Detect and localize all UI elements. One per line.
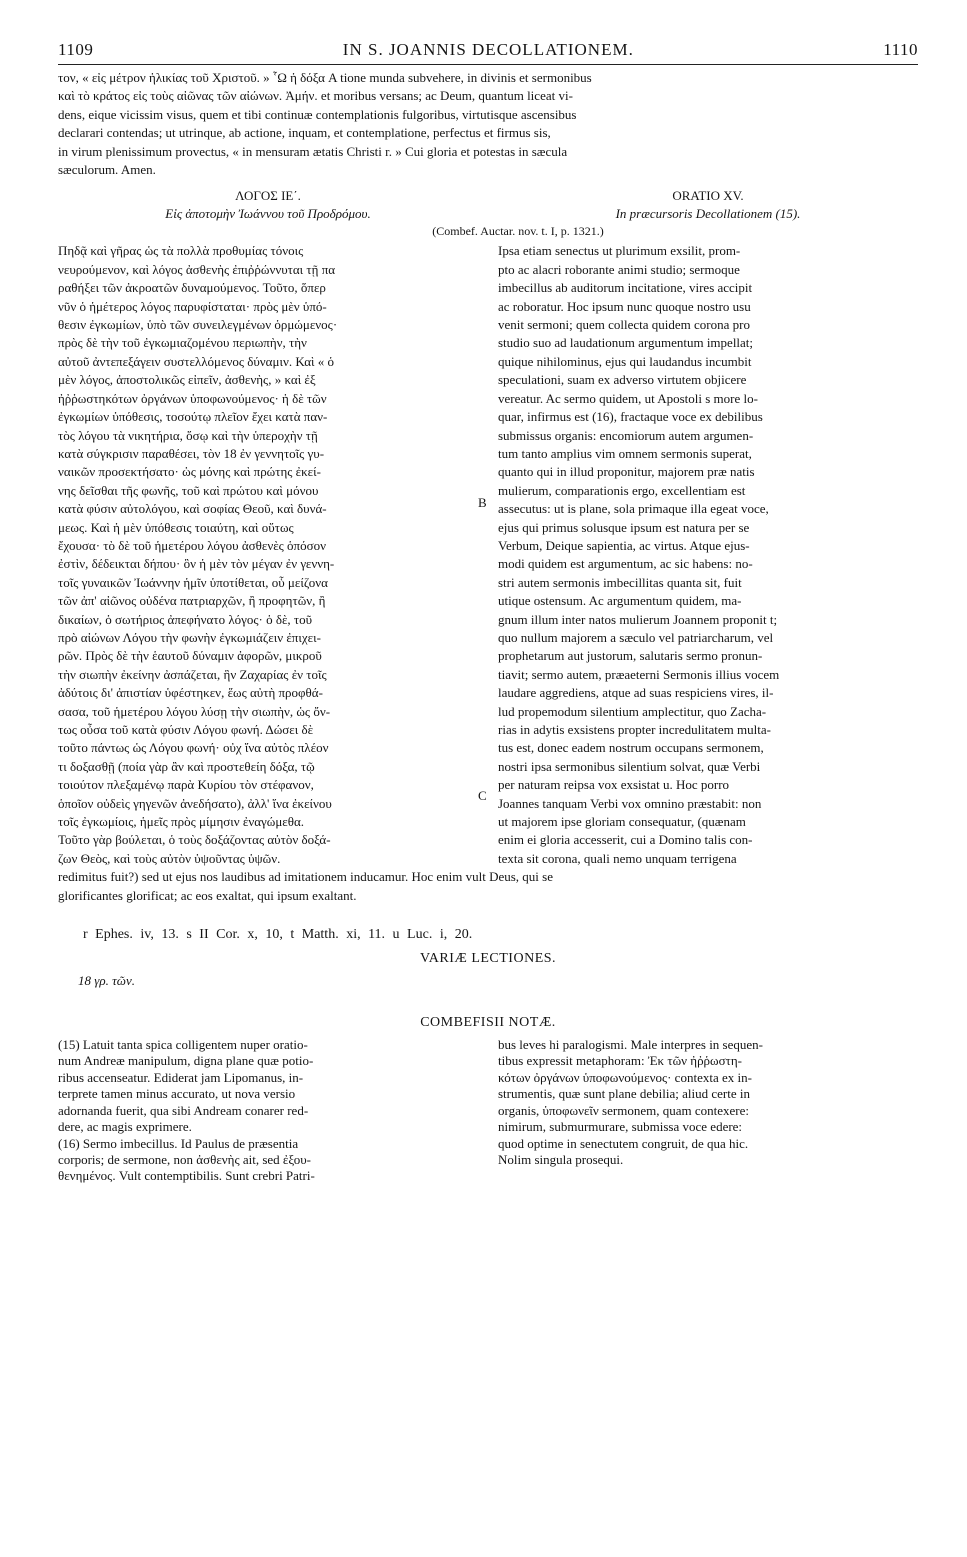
latin-text-line: venit sermoni; quem collecta quidem corona pro xyxy=(498,317,750,333)
latin-text-line: Ipsa etiam senectus ut plurimum exsilit, prom- xyxy=(498,243,741,259)
greek-text-line: μὲν λόγος, ἀποστολικῶς εἰπεῖν, ἀσθενὴς, » καὶ ἐξ xyxy=(58,372,316,388)
source-citation: (Combef. Auctar. nov. t. I, p. 1321.) xyxy=(432,224,604,239)
note-line: κότων ὀργάνων ὑποφωνούμενος· contexta ex in- xyxy=(498,1069,752,1085)
greek-text-line: ρῶν. Πρὸς δὲ τὴν ἑαυτοῦ δύναμιν ἀφορῶν, μικροῦ xyxy=(58,648,322,664)
latin-text-line: stri autem sermonis imbecillitas quanta sit, fuit xyxy=(498,574,742,590)
left-page-number: 1109 xyxy=(58,40,94,59)
latin-text-line: speculationi, suam ex adverso virtutem objicere xyxy=(498,372,747,388)
right-page-number: 1110 xyxy=(883,40,918,59)
greek-text-line: κατὰ φύσιν αὐτολόγου, καὶ σοφίας Θεοῦ, καὶ δυνά- xyxy=(58,501,327,517)
greek-text-line: ἐστὶν, δέδεικται δήπου· ὃν ἡ μὲν τὸν μέγαν ἐν γεννη- xyxy=(58,556,335,572)
latin-text-line: quar, infirmus est (16), fractaque voce ex debilibus xyxy=(498,409,763,425)
greek-oration-subtitle: Εἰς ἀποτομὴν Ἰωάννου τοῦ Προδρόμου. xyxy=(165,206,371,222)
note-line: dere, ac magis exprimere. xyxy=(58,1119,192,1135)
latin-text-line: texta sit corona, quali nemo unquam terrigena xyxy=(498,850,737,866)
latin-text-line: imbecillus ab auditorum incitatione, vires accipit xyxy=(498,280,753,296)
footnote-references: r Ephes. iv, 13. s II Cor. x, 10, t Matth. xi, 11. u Luc. i, 20. xyxy=(83,927,473,943)
greek-text-line: Τοῦτο γὰρ βούλεται, ὁ τοὺς δοξάζοντας αὐτὸν δοξά- xyxy=(58,832,331,848)
latin-text-line: pto ac alacri roborante animi studio; sermoque xyxy=(498,261,740,277)
latin-text-line: quo nullum majorem a sæculo vel patriarcharum, vel xyxy=(498,629,774,645)
latin-text-line: tus est, donec eadem nostrum occupans sermonem, xyxy=(498,740,764,756)
greek-text-line: ραθήξει τῶν ἀκροατῶν δυναμούμενος. Τοῦτο, ὅπερ xyxy=(58,280,326,296)
latin-text-line: mulierum, comparationis ergo, excellentiam est xyxy=(498,482,746,498)
greek-text-line: ὁποῖον οὐδεὶς γηγενῶν ἀνεδήσατο), ἀλλ' ἵνα ἐκείνου xyxy=(58,795,332,811)
latin-text-line: modi quidem est argumentum, ac sic habens: no- xyxy=(498,556,753,572)
intro-line: declarari contendas; ut utrinque, ab actione, inquam, et contemplatione, perfectus et firmus sis, xyxy=(58,125,551,141)
greek-text-line: ἔχουσα· τὸ δὲ τοῦ ἡμετέρου λόγου ἀσθενὲς ὁπόσον xyxy=(58,537,327,553)
latin-text-line: rias in adytis exsistens propter incredulitatem multa- xyxy=(498,722,771,737)
latin-text-line: ejus qui primus solusque ipsum est natura per se xyxy=(498,519,750,535)
note-line: Nolim singula prosequi. xyxy=(498,1151,624,1167)
header-rule xyxy=(58,64,918,65)
column-headings xyxy=(58,187,918,223)
text-columns xyxy=(58,242,918,868)
greek-text-line: ἠῤῥωστηκότων ὀργάνων ὑποφωνούμενος· ἡ δὲ τῶν xyxy=(58,390,327,406)
closing-line: redimitus fuit?) sed ut ejus nos laudibus ad imitationem inducamur. Hoc enim vult Deus, qui se xyxy=(58,869,554,885)
variae-lectiones-heading: VARIÆ LECTIONES. xyxy=(419,951,557,967)
latin-text-line: prophetarum aut justorum, salutaris sermo pronun- xyxy=(498,648,763,664)
intro-paragraph xyxy=(58,69,918,179)
latin-text-line: gnum illum inter natos mulierum Joannem proponit t; xyxy=(498,611,778,627)
running-header xyxy=(58,40,918,62)
greek-text-line: νευρούμενον, καὶ λόγος ἀσθενὴς ἐπιῤῥώννυται τῇ πα xyxy=(58,261,336,277)
greek-text-line: ναικῶν προσεκτήσατο· ὡς μόνης καὶ πρώτης ἐκεί- xyxy=(58,464,321,480)
greek-text-line: κατὰ σύγκρισιν παραθέσει, τὸν 18 ἐν γεννητοῖς γυ- xyxy=(58,445,325,461)
greek-column xyxy=(58,242,478,868)
greek-heading xyxy=(58,187,478,223)
greek-text-line: αὐτοῦ ἀντεπεξάγειν συστελλόμενος δύναμιν. Καὶ « ὁ xyxy=(58,353,335,369)
greek-text-line: τοιούτον πλεξαμένῳ παρὰ Κυρίου τὸν στέφανον, xyxy=(58,777,314,793)
latin-text-line: studio suo ad laudationum argumentum impellat; xyxy=(498,335,754,351)
greek-text-line: ἐγκωμίων ὑπόθεσις, τοσούτῳ πλεῖον ἔχει κατὰ παν- xyxy=(58,409,328,425)
latin-text-line: assecutus: ut is plane, sola primaque illa egeat voce, xyxy=(498,501,769,517)
greek-text-line: νης δεῖσθαι τῆς φωνῆς, τοῦ καὶ πρώτου καὶ μόνου xyxy=(58,482,319,498)
greek-text-line: τῶν ἀπ' αἰῶνος οὐδένα πατριαρχῶν, ἢ προφητῶν, ἢ xyxy=(58,593,326,609)
greek-text-line: νῦν ὁ ἡμέτερος λόγος παρυφίσταται· πρὸς μὲν ὑπό- xyxy=(58,298,327,314)
note-line: nimirum, submurmurare, submissa voce edere: xyxy=(498,1119,743,1135)
greek-text-line: τοῦτο πάντως ὡς Λόγου φωνή· οὐχ ἵνα αὐτὸς πλέον xyxy=(58,740,329,756)
greek-text-line: τοῖς ἐγκωμίοις, ἡμεῖς πρὸς μίμησιν ἐναγώμεθα. xyxy=(58,814,305,830)
latin-oration-title: ORATIO XV. xyxy=(672,188,744,204)
closing-paragraph xyxy=(58,868,918,905)
latin-text-line: ut majorem ipse gloriam consequatur, (quænam xyxy=(498,814,746,830)
document-page xyxy=(58,40,918,1185)
note-line: organis, ὑποφωνεῖν sermonem, quam contexere: xyxy=(498,1102,749,1118)
latin-heading xyxy=(498,187,918,223)
latin-text-line: per naturam reipsa vox exsistat u. Hoc porro xyxy=(498,777,730,793)
greek-text-line: τως οὖσα τοῦ κατὰ φύσιν Λόγου φωνή. Δώσει δὲ xyxy=(58,722,314,737)
latin-text-line: tum tanto amplius vim omnem sermonis superat, xyxy=(498,445,752,461)
greek-text-line: μεως. Καὶ ἡ μὲν ὑπόθεσις τοιαύτη, καὶ οὕτως xyxy=(58,519,294,535)
note-line: tibus expressit metaphoram: Ἐκ τῶν ἠῤῥωστη- xyxy=(498,1053,742,1069)
note-line: (15) Latuit tanta spica colligentem nuper oratio- xyxy=(58,1037,308,1053)
latin-text-line: lud propemodum silentium amplectitur, quo Zacha- xyxy=(498,703,767,719)
latin-text-line: Joannes tanquam Verbi vox omnino præstabit: non xyxy=(498,795,762,811)
latin-text-line: submissus organis: encomiorum autem argumen- xyxy=(498,427,754,443)
latin-text-line: quique nihilominus, ejus qui laudandus incumbit xyxy=(498,353,752,369)
greek-text-line: θεσιν ἐγκωμίων, ὑπὸ τῶν συνειλεγμένων ὁρμώμενος· xyxy=(58,317,338,333)
note-line: quod optime in senectutem congruit, de qua hic. xyxy=(498,1135,749,1151)
latin-text-line: nostri ipsa sermonibus silentium solvat, quæ Verbi xyxy=(498,758,761,774)
note-line: adornanda fuerit, qua sibi Andream conarer red- xyxy=(58,1102,309,1118)
running-title: IN S. JOANNIS DECOLLATIONEM. xyxy=(342,40,634,59)
latin-text-line: vereatur. Ac sermo quidem, ut Apostoli s more lo- xyxy=(498,390,758,406)
note-line: terprete tamen minus accurato, ut nova versio xyxy=(58,1086,296,1102)
margin-letter-c: C xyxy=(478,788,487,803)
latin-text-line: tiavit; sermo autem, præaeterni Sermonis illius vocem xyxy=(498,666,780,682)
latin-text-line: Verbum, Deique sapientia, ac virtus. Atque ejus- xyxy=(498,537,750,553)
intro-line: καὶ τὸ κράτος εἰς τοὺς αἰῶνας τῶν αἰώνων. Ἀμήν. et moribus versans; ac Deum, quantum liceat vi- xyxy=(58,88,573,104)
note-line: ribus accenseatur. Ediderat jam Lipomanus, in- xyxy=(58,1069,304,1085)
greek-text-line: τι δοξασθῇ (ποία γὰρ ἂν καὶ προστεθείη δόξα, τῷ xyxy=(58,758,315,774)
greek-text-line: ζων Θεὸς, καὶ τοὺς αὐτὸν ὑψοῦντας ὑψῶν. xyxy=(58,850,281,866)
greek-text-line: Πηδᾷ καὶ γῆρας ὡς τὰ πολλὰ προθυμίας τόνοις xyxy=(58,243,304,259)
latin-text-line: laudare aggrediens, atque ad suas respiciens vires, il- xyxy=(498,685,774,701)
note-line: bus leves hi paralogismi. Male interpres in sequen- xyxy=(498,1037,763,1053)
latin-text-line: utique ostensum. Ac argumentum quidem, ma- xyxy=(498,593,742,609)
latin-column xyxy=(498,242,918,868)
intro-line: dens, eique vicissim visus, quem et tibi continuæ contemplationis fulgoribus, virtutisque ascensibus xyxy=(58,106,577,122)
greek-text-line: πρὸ αἰώνων Λόγου τὴν φωνὴν ἐγκωμιάζειν ἐπιχει- xyxy=(58,629,321,645)
greek-text-line: πρὸς δὲ τὴν τοῦ ἐγκωμιαζομένου περιωπὴν, τὴν xyxy=(58,335,307,351)
latin-text-line: quanto qui in illud proponitur, majorem præ natis xyxy=(498,464,755,480)
variae-lectiones-entry: 18 γρ. τῶν. xyxy=(78,973,135,989)
note-line: corporis; de sermone, non ἀσθενὴς ait, sed ἐξου- xyxy=(58,1151,311,1167)
notes-right-column xyxy=(498,1037,918,1185)
notes-heading: COMBEFISII NOTÆ. xyxy=(420,1015,556,1031)
intro-line: in virum plenissimum provectus, « in mensuram ætatis Christi r. » Cui gloria et potestas in sæcula xyxy=(58,143,568,159)
note-line: (16) Sermo imbecillus. Id Paulus de præsentia xyxy=(58,1135,299,1151)
note-line: θενημένος. Vult contemptibilis. Sunt crebri Patri- xyxy=(58,1168,315,1184)
intro-line: τον, « εἰς μέτρον ἡλικίας τοῦ Χριστοῦ. » ῟Ω ἡ δόξα A tione munda subvehere, in divinis et sermonibus xyxy=(58,70,592,85)
greek-text-line: σασα, τοῦ ἡμετέρου λόγου λύσῃ τὴν σιωπὴν, ὡς ὄν- xyxy=(58,703,331,719)
intro-line: sæculorum. Amen. xyxy=(58,162,156,178)
latin-text-line: enim ei gloria accesserit, cui a Domino talis con- xyxy=(498,832,753,848)
note-line: strumentis, quæ sunt plane debilia; aliud certe in xyxy=(498,1086,751,1102)
margin-letter-b: B xyxy=(478,495,487,510)
notes-columns xyxy=(58,1037,918,1185)
greek-text-line: δικαίων, ὁ σωτήριος ἀπεφήνατο λόγος· ὁ δὲ, τοῦ xyxy=(58,611,313,627)
greek-text-line: τὴν σιωπὴν ἐκείνην ἀσπάζεται, ἣν Ζαχαρίας ἐν τοῖς xyxy=(58,666,327,682)
greek-oration-title: ΛΟΓΟΣ ΙΕ΄. xyxy=(235,188,301,204)
note-line: num Andreæ manipulum, digna plane quæ potio- xyxy=(58,1053,314,1069)
latin-oration-subtitle: In præcursoris Decollationem (15). xyxy=(615,206,801,222)
greek-text-line: τοῖς γυναικῶν Ἰωάννην ἡμῖν ὑποτίθεται, οὗ μείζονα xyxy=(58,574,328,590)
notes-left-column xyxy=(58,1037,478,1185)
closing-line: glorificantes glorificat; ac eos exaltat, qui ipsum exaltant. xyxy=(58,887,357,903)
greek-text-line: ἀδύτοις δι' ἀπιστίαν ὑφέστηκεν, ἕως αὐτὴ προφθά- xyxy=(58,685,323,701)
greek-text-line: τὸς λόγου τὰ νικητήρια, ὅσῳ καὶ τὴν ὑπεροχὴν τῇ xyxy=(58,427,318,443)
latin-text-line: ac roboratur. Hoc ipsum nunc quoque nostro usu xyxy=(498,298,751,314)
